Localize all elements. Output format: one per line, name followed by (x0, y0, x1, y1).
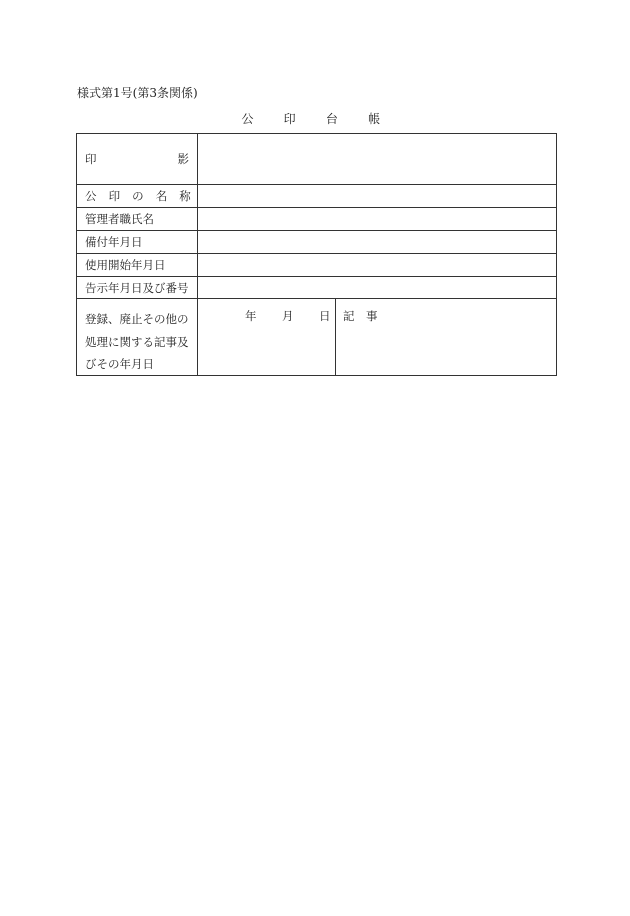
label-seal-impression-left: 印 (85, 152, 97, 166)
label-notice: 告示年月日及び番号 (77, 277, 198, 298)
date-year-label: 年 (245, 309, 257, 323)
value-issue-date[interactable] (198, 231, 556, 253)
value-notice[interactable] (198, 277, 556, 298)
label-history-line-3: びその年月日 (85, 357, 154, 371)
document-title (0, 110, 630, 127)
row-administrator (77, 208, 556, 231)
row-issue-date (77, 231, 556, 254)
label-administrator: 管理者職氏名 (77, 208, 198, 230)
row-history (77, 299, 556, 376)
row-start-date (77, 254, 556, 277)
history-date-column[interactable] (198, 299, 336, 376)
history-date-header (198, 308, 335, 324)
value-administrator[interactable] (198, 208, 556, 230)
date-month-label: 月 (282, 309, 294, 323)
form-number: 様式第1号(第3条関係) (77, 86, 198, 100)
label-start-date: 使用開始年月日 (77, 254, 198, 276)
value-seal-impression[interactable] (198, 134, 556, 184)
value-seal-name[interactable] (198, 185, 556, 207)
history-note-column[interactable] (336, 299, 556, 376)
row-seal-name (77, 185, 556, 208)
label-seal-impression-right: 影 (177, 152, 189, 166)
label-issue-date: 備付年月日 (77, 231, 198, 253)
seal-register-table (76, 133, 557, 376)
document-title-text: 公 印 台 帳 (241, 112, 394, 126)
date-day-label: 日 (319, 309, 331, 323)
label-history-line-2: 処理に関する記事及 (85, 334, 189, 349)
label-seal-name: 公印の名称 (77, 185, 198, 207)
note-header: 記事 (343, 309, 389, 323)
label-history (77, 299, 198, 376)
label-history-line-1: 登録、廃止その他の (85, 312, 189, 326)
label-seal-impression (77, 134, 198, 184)
row-notice (77, 277, 556, 299)
value-start-date[interactable] (198, 254, 556, 276)
row-seal-impression (77, 134, 556, 185)
